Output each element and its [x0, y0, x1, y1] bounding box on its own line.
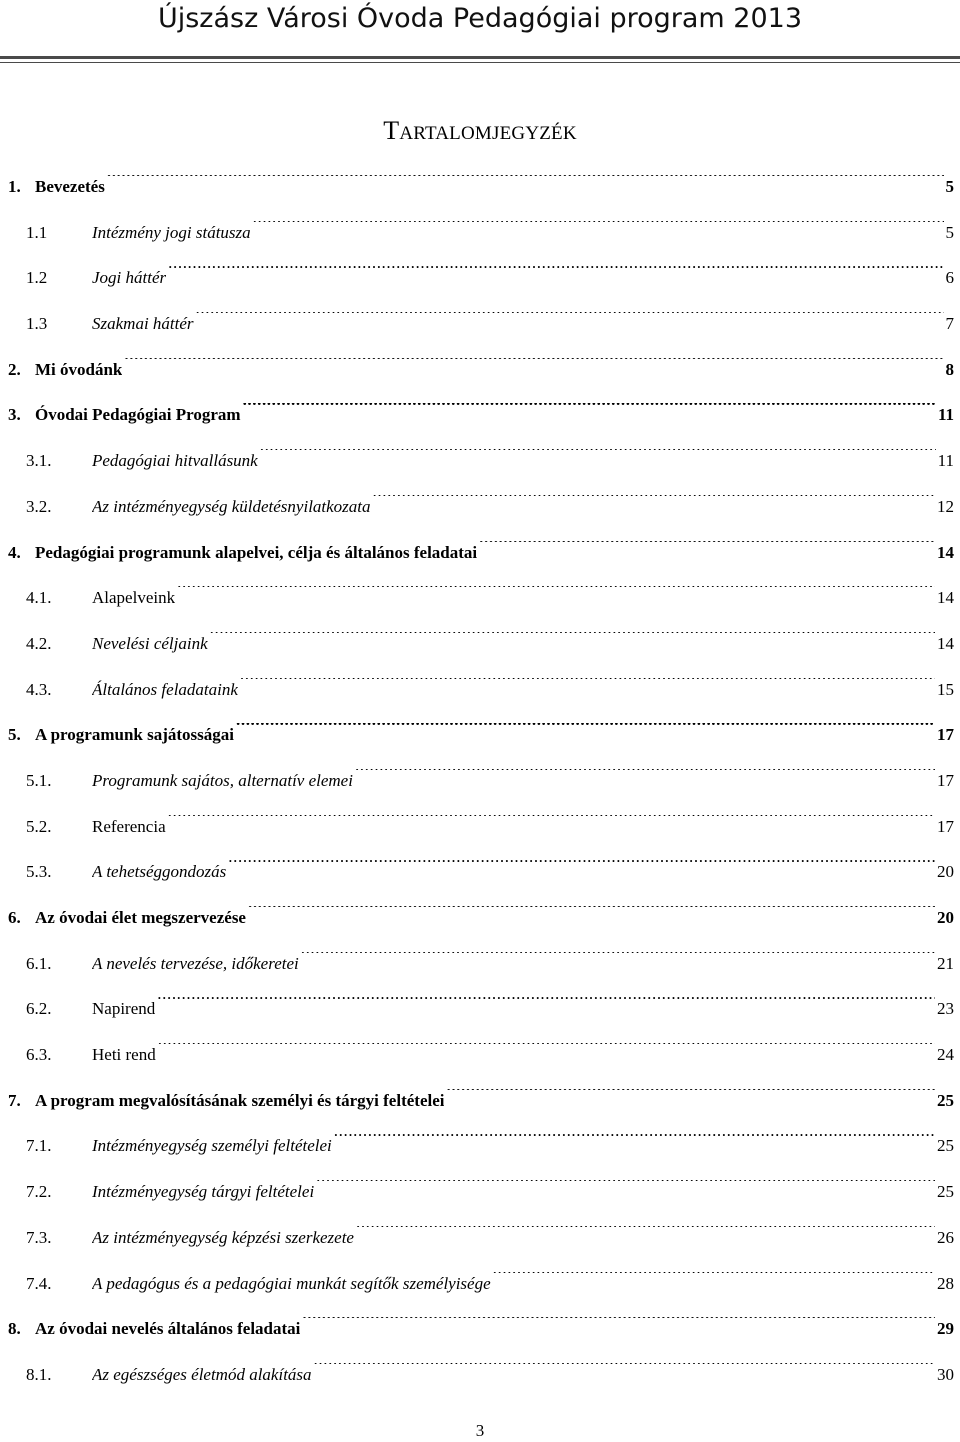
- toc-list: [8, 164, 954, 1398]
- toc-entry-number: 5.2.: [26, 816, 52, 836]
- toc-entry-label: Mi óvodánk: [35, 359, 123, 379]
- toc-dot-leader: [260, 449, 936, 466]
- toc-entry[interactable]: [8, 667, 954, 713]
- toc-dot-leader: [168, 266, 943, 283]
- toc-entry-page-number: 25: [937, 1136, 954, 1156]
- toc-entry[interactable]: [8, 392, 954, 438]
- toc-entry-page-number: 8: [945, 359, 954, 379]
- toc-entry-page-number: 26: [937, 1227, 954, 1247]
- toc-entry[interactable]: [8, 758, 954, 804]
- toc-entry-number: 1.2: [26, 268, 48, 288]
- toc-entry-label: A program megvalósításának személyi és tárgyi feltételei: [35, 1090, 445, 1110]
- header-rule-thin: [0, 62, 960, 63]
- toc-entry[interactable]: [8, 1352, 954, 1398]
- toc-entry-page-number: 7: [945, 314, 954, 334]
- toc-entry-page-number: 30: [937, 1364, 954, 1384]
- toc-entry-number: 7.3.: [26, 1227, 52, 1247]
- toc-entry-number: 5.: [8, 725, 21, 745]
- toc-entry-page-number: 6: [945, 268, 954, 288]
- toc-entry-label: Intézményegység személyi feltételei: [92, 1136, 332, 1156]
- toc-entry-page-number: 23: [937, 999, 954, 1019]
- toc-dot-leader: [210, 632, 935, 649]
- toc-entry[interactable]: [8, 301, 954, 347]
- toc-dot-leader: [177, 586, 935, 603]
- toc-entry[interactable]: [8, 164, 954, 210]
- toc-entry-number: 3.: [8, 405, 21, 425]
- toc-entry-number: 7.1.: [26, 1136, 52, 1156]
- toc-entry-number: 1.3: [26, 314, 48, 334]
- toc-dot-leader: [316, 1180, 935, 1197]
- toc-entry[interactable]: [8, 1032, 954, 1078]
- toc-entry[interactable]: [8, 986, 954, 1032]
- toc-entry-number: 5.3.: [26, 862, 52, 882]
- toc-entry[interactable]: [8, 347, 954, 393]
- toc-entry-number: 2.: [8, 359, 21, 379]
- toc-entry[interactable]: [8, 210, 954, 256]
- toc-dot-leader: [240, 678, 935, 695]
- toc-dot-leader: [301, 952, 935, 969]
- toc-entry-label: Bevezetés: [35, 177, 105, 196]
- toc-entry-label: Általános feladataink: [92, 679, 238, 699]
- page-number: 3: [475, 1421, 485, 1440]
- toc-entry-label: Programunk sajátos, alternatív elemei: [92, 770, 353, 790]
- toc-entry-page-number: 17: [937, 816, 954, 836]
- toc-entry[interactable]: [8, 804, 954, 850]
- toc-dot-leader: [168, 815, 935, 832]
- toc-entry[interactable]: [8, 621, 954, 667]
- toc-entry[interactable]: [8, 849, 954, 895]
- toc-entry-number: 1.1: [26, 222, 48, 242]
- toc-entry-number: 6.3.: [26, 1045, 52, 1065]
- toc-entry[interactable]: [8, 1169, 954, 1215]
- toc-entry[interactable]: [8, 712, 954, 758]
- toc-dot-leader: [314, 1363, 935, 1380]
- toc-entry[interactable]: [8, 1306, 954, 1352]
- toc-entry[interactable]: [8, 530, 954, 576]
- toc-entry-page-number: 15: [937, 679, 954, 699]
- toc-entry-page-number: 11: [937, 405, 954, 425]
- toc-entry[interactable]: [8, 575, 954, 621]
- toc-dot-leader: [493, 1272, 935, 1289]
- toc-entry-label: A tehetséggondozás: [92, 862, 227, 882]
- toc-entry-label: Pedagógiai hitvallásunk: [92, 451, 258, 471]
- toc-dot-leader: [243, 403, 936, 420]
- toc-entry-label: Az intézményegység képzési szerkezete: [92, 1227, 354, 1247]
- toc-entry[interactable]: [8, 1215, 954, 1261]
- toc-entry-page-number: 25: [937, 1182, 954, 1202]
- toc-entry-number: 7.2.: [26, 1182, 52, 1202]
- toc-entry-page-number: 25: [937, 1090, 954, 1110]
- toc-entry-page-number: 20: [937, 908, 954, 927]
- toc-entry[interactable]: [8, 1078, 954, 1124]
- toc-dot-leader: [373, 495, 935, 512]
- toc-entry-page-number: 5: [945, 222, 954, 242]
- toc-entry-page-number: 28: [937, 1273, 954, 1293]
- toc-dot-leader: [158, 1043, 935, 1060]
- toc-dot-leader: [479, 541, 935, 558]
- toc-entry-number: 3.1.: [26, 451, 52, 471]
- toc-entry-label: Pedagógiai programunk alapelvei, célja és általános feladatai: [35, 542, 478, 562]
- document-header-title: Újszász Városi Óvoda Pedagógiai program 2013: [157, 3, 803, 34]
- toc-entry-label: Napirend: [92, 999, 156, 1019]
- toc-dot-leader: [124, 358, 943, 375]
- toc-entry-number: 7.: [8, 1090, 21, 1110]
- toc-entry[interactable]: [8, 484, 954, 530]
- toc-entry-number: 5.1.: [26, 770, 52, 790]
- toc-dot-leader: [334, 1134, 935, 1151]
- toc-entry-label: Jogi háttér: [92, 268, 167, 288]
- toc-dot-leader: [446, 1089, 935, 1106]
- toc-entry-page-number: 29: [937, 1319, 954, 1339]
- toc-entry-label: Intézményegység tárgyi feltételei: [92, 1182, 315, 1202]
- toc-entry[interactable]: [8, 255, 954, 301]
- toc-entry-number: 8.: [8, 1319, 21, 1339]
- toc-entry-page-number: 5: [945, 177, 954, 196]
- toc-entry-page-number: 14: [937, 588, 954, 608]
- toc-entry-number: 8.1.: [26, 1364, 52, 1384]
- toc-entry-number: 4.: [8, 542, 21, 562]
- toc-entry-number: 6.: [8, 908, 21, 927]
- toc-dot-leader: [196, 312, 944, 329]
- toc-entry[interactable]: [8, 1261, 954, 1307]
- toc-entry-page-number: 17: [937, 725, 954, 745]
- toc-dot-leader: [236, 723, 935, 740]
- toc-entry-page-number: 17: [937, 770, 954, 790]
- toc-entry-label: Az óvodai élet megszervezése: [35, 908, 246, 927]
- toc-entry-number: 6.1.: [26, 953, 52, 973]
- toc-entry-label: Nevelési céljaink: [92, 633, 208, 653]
- toc-entry-label: A programunk sajátosságai: [35, 725, 234, 745]
- toc-entry-number: 4.3.: [26, 679, 52, 699]
- toc-entry[interactable]: [8, 438, 954, 484]
- toc-entry-label: Az intézményegység küldetésnyilatkozata: [92, 496, 371, 516]
- page-header: [0, 0, 960, 58]
- toc-entry[interactable]: [8, 941, 954, 987]
- toc-entry-label: A pedagógus és a pedagógiai munkát segítők személyisége: [92, 1273, 491, 1293]
- toc-entry-label: Referencia: [92, 816, 166, 836]
- toc-dot-leader: [355, 769, 935, 786]
- toc-title-rest: ARTALOMJEGYZÉK: [399, 123, 577, 144]
- toc-entry-page-number: 14: [937, 542, 954, 562]
- toc-entry-number: 1.: [8, 177, 21, 196]
- toc-entry-label: Alapelveink: [92, 588, 176, 608]
- toc-entry-label: A nevelés tervezése, időkeretei: [92, 953, 299, 973]
- toc-entry-page-number: 12: [937, 496, 954, 516]
- toc-entry-page-number: 14: [937, 633, 954, 653]
- toc-entry-label: Az egészséges életmód alakítása: [92, 1364, 312, 1384]
- toc-dot-leader: [157, 997, 935, 1014]
- toc-entry-number: 6.2.: [26, 999, 52, 1019]
- toc-entry-page-number: 21: [937, 953, 954, 973]
- toc-entry-page-number: 24: [937, 1045, 954, 1065]
- toc-entry-label: Heti rend: [92, 1045, 156, 1065]
- toc-entry-label: Szakmai háttér: [92, 314, 194, 334]
- toc-entry[interactable]: [8, 1123, 954, 1169]
- header-rule-thick: [0, 56, 960, 59]
- toc-dot-leader: [253, 221, 944, 238]
- toc-dot-leader: [228, 860, 935, 877]
- toc-dot-leader: [248, 906, 935, 923]
- toc-dot-leader: [302, 1317, 935, 1334]
- toc-entry-number: 3.2.: [26, 496, 52, 516]
- toc-dot-leader: [356, 1226, 935, 1243]
- toc-entry-number: 4.1.: [26, 588, 52, 608]
- toc-entry-label: Intézmény jogi státusza: [92, 222, 251, 242]
- toc-title: [0, 113, 960, 152]
- toc-title-initial: T: [383, 116, 400, 145]
- toc-entry[interactable]: [8, 895, 954, 941]
- toc-entry-label: Az óvodai nevelés általános feladatai: [35, 1319, 301, 1339]
- toc-dot-leader: [107, 175, 944, 192]
- toc-entry-page-number: 20: [937, 862, 954, 882]
- toc-entry-page-number: 11: [937, 451, 954, 471]
- toc-entry-number: 4.2.: [26, 633, 52, 653]
- toc-entry-number: 7.4.: [26, 1273, 52, 1293]
- toc-entry-label: Óvodai Pedagógiai Program: [35, 405, 241, 425]
